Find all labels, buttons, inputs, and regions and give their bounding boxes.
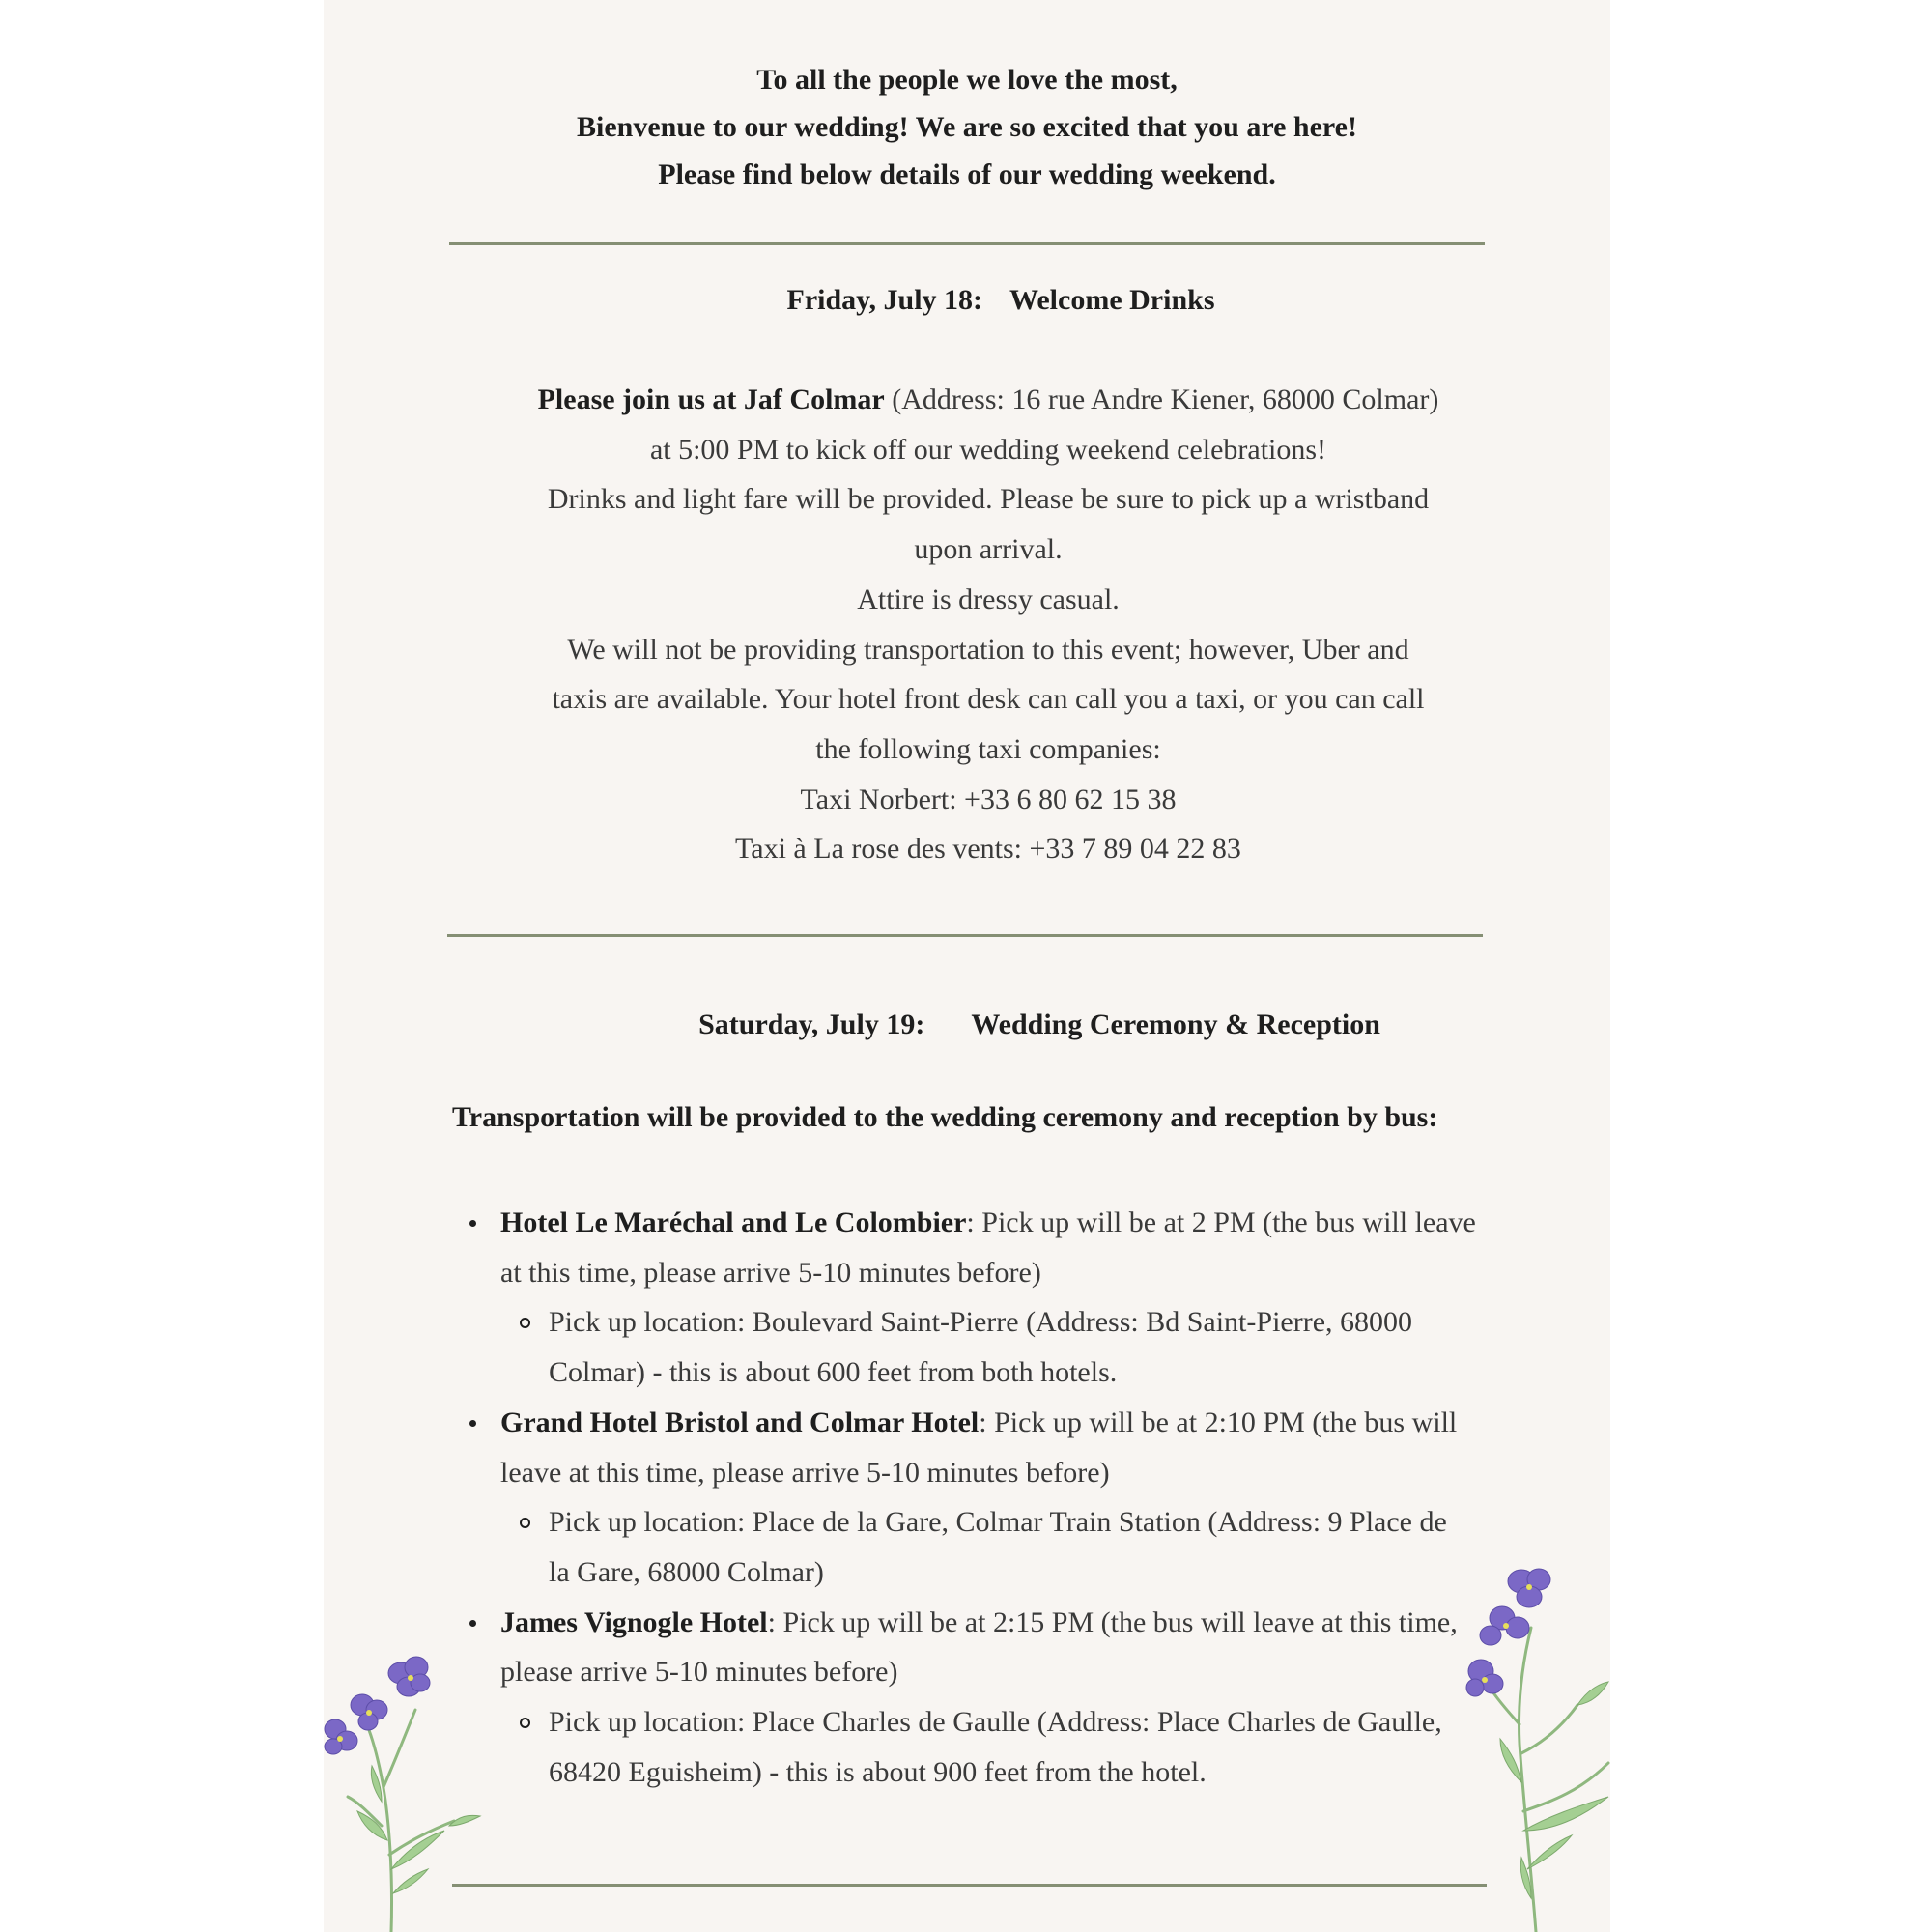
friday-heading [324,284,1610,317]
intro-line: Bienvenue to our wedding! We are so excited that you are here! [576,111,1357,143]
section-divider [447,934,1483,937]
friday-line: taxis are available. Your hotel front desk can call you a taxi, or you can call [552,683,1425,716]
friday-venue-address: (Address: 16 rue Andre Kiener, 68000 Colmar) [884,384,1439,415]
intro-line: Please find below details of our wedding weekend. [658,158,1276,190]
intro-line: To all the people we love the most, [756,64,1178,96]
saturday-heading [324,1009,1610,1041]
taxi-norbert: Taxi Norbert: +33 6 80 62 15 38 [800,782,1177,815]
friday-date: Friday, July 18: [786,284,983,316]
friday-line: Drinks and light fare will be provided. Please be sure to pick up a wristband [547,483,1430,516]
friday-line: We will not be providing transportation to this event; however, Uber and [567,633,1409,666]
friday-line: the following taxi companies: [815,732,1161,765]
pickup-time: : Pick up will be at 2:10 PM (the bus will [979,1406,1458,1438]
violet-flower-sprig-icon [1463,1560,1610,1932]
pickup-location: Pick up location: Boulevard Saint-Pierre (Address: Bd Saint-Pierre, 68000 Colmar) - this is about 600 feet from both hotels. [549,1297,1524,1397]
pickup-location: Pick up location: Place Charles de Gaulle (Address: Place Charles de Gaulle, 68420 Eguisheim) - this is about 900 feet from the hotel. [549,1697,1524,1797]
friday-line: upon arrival. [914,533,1063,566]
violet-flower-sprig-icon [324,1633,488,1932]
friday-line: at 5:00 PM to kick off our wedding weekend celebrations! [649,433,1327,466]
pickup-note: at this time, please arrive 5-10 minutes before) [500,1256,1041,1289]
pickup-time: : Pick up will be at 2:15 PM (the bus will leave at this time, [767,1605,1458,1638]
bus-stop-list [500,1198,1524,1797]
saturday-date: Saturday, July 19: [698,1009,925,1040]
intro-message [324,56,1610,198]
pickup-location: Pick up location: Place de la Gare, Colmar Train Station (Address: 9 Place de la Gare, 68000 Colmar) [549,1497,1524,1597]
list-item [500,1398,1524,1598]
list-item [500,1598,1524,1798]
pickup-time: : Pick up will be at 2 PM (the bus will leave [966,1207,1476,1238]
transportation-intro: Transportation will be provided to the wedding ceremony and reception by bus: [452,1101,1438,1133]
friday-line: Attire is dressy casual. [857,582,1120,615]
taxi-rose-des-vents: Taxi à La rose des vents: +33 7 89 04 22 83 [735,833,1241,866]
section-divider [449,242,1485,245]
list-item [500,1198,1524,1398]
friday-event: Welcome Drinks [1009,284,1215,316]
pickup-note: please arrive 5-10 minutes before) [500,1656,898,1689]
invitation-page [324,0,1610,1932]
saturday-event: Wedding Ceremony & Reception [971,1009,1380,1040]
pickup-note: leave at this time, please arrive 5-10 minutes before) [500,1456,1110,1489]
hotel-name: Grand Hotel Bristol and Colmar Hotel [500,1406,980,1438]
hotel-name: Hotel Le Maréchal and Le Colombier [500,1207,967,1238]
friday-details [324,375,1610,874]
section-divider [452,1884,1487,1887]
friday-venue: Please join us at Jaf Colmar [537,384,885,415]
hotel-name: James Vignogle Hotel [500,1605,768,1638]
